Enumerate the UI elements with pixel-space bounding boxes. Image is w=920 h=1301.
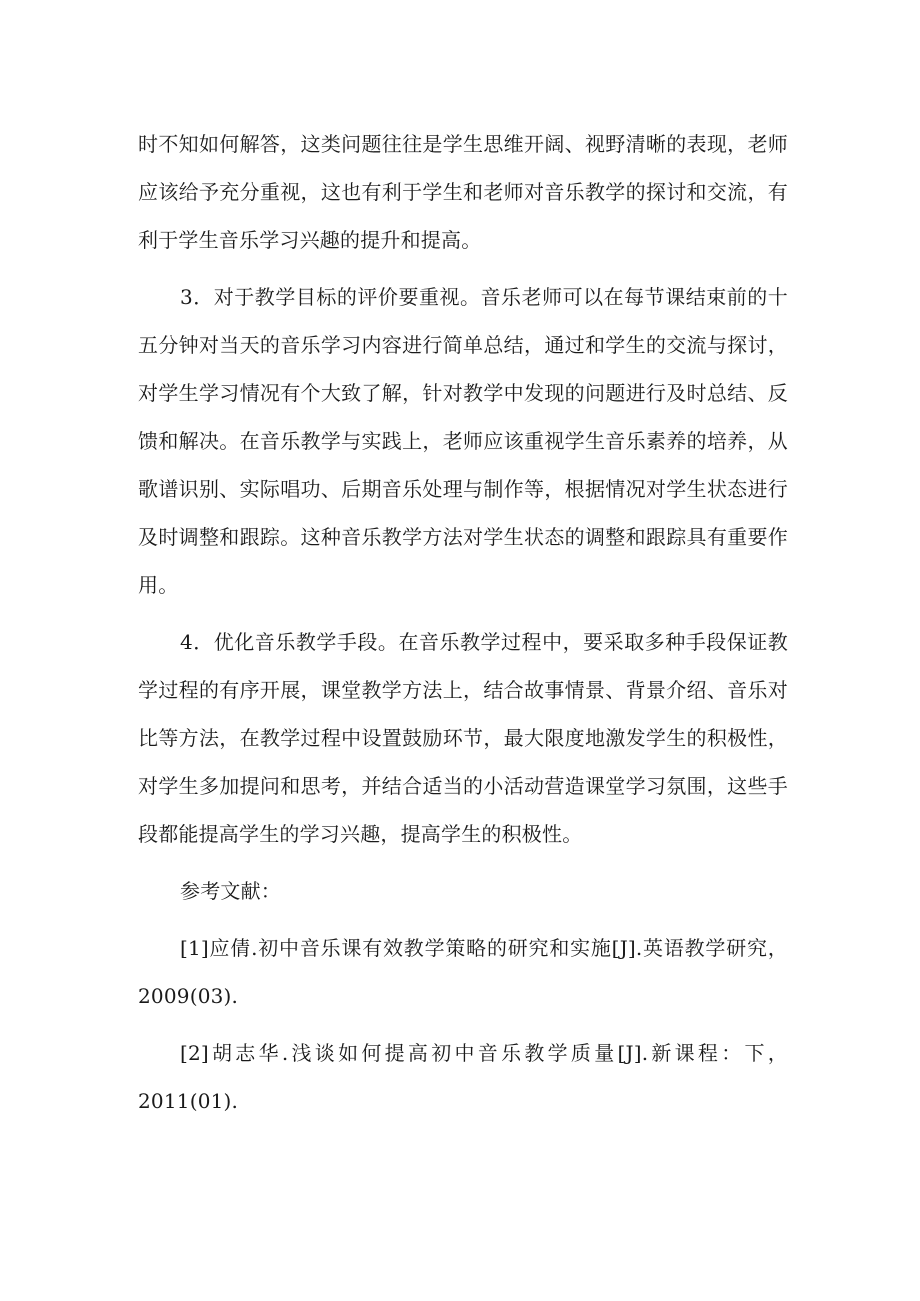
document-body xyxy=(138,120,788,1125)
paragraph-point-3: 3．对于教学目标的评价要重视。音乐老师可以在每节课结束前的十五分钟对当天的音乐学习内容进行简单总结，通过和学生的交流与探讨，对学生学习情况有个大致了解，针对教学中发现的问题进行及时总结、反馈和解决。在音乐教学与实践上，老师应该重视学生音乐素养的培养，从歌谱识别、实际唱功、后期音乐处理与制作等，根据情况对学生状态进行及时调整和跟踪。这种音乐教学方法对学生状态的调整和跟踪具有重要作用。 xyxy=(138,285,788,597)
reference-item-1: [1]应倩.初中音乐课有效教学策略的研究和实施[J].英语教学研究，2009(03). xyxy=(138,936,788,1008)
paragraph-point-4: 4．优化音乐教学手段。在音乐教学过程中，要采取多种手段保证教学过程的有序开展，课堂教学方法上，结合故事情景、背景介绍、音乐对比等方法，在教学过程中设置鼓励环节，最大限度地激发学生的积极性，对学生多加提问和思考，并结合适当的小活动营造课堂学习氛围，这些手段都能提高学生的学习兴趣，提高学生的积极性。 xyxy=(138,630,788,846)
references-heading: 参考文献： xyxy=(180,879,281,903)
paragraph-continuation: 时不知如何解答，这类问题往往是学生思维开阔、视野清晰的表现，老师应该给予充分重视，这也有利于学生和老师对音乐教学的探讨和交流，有利于学生音乐学习兴趣的提升和提高。 xyxy=(138,132,788,252)
reference-item-2: [2]胡志华.浅谈如何提高初中音乐教学质量[J].新课程：下，2011(01). xyxy=(138,1041,788,1113)
